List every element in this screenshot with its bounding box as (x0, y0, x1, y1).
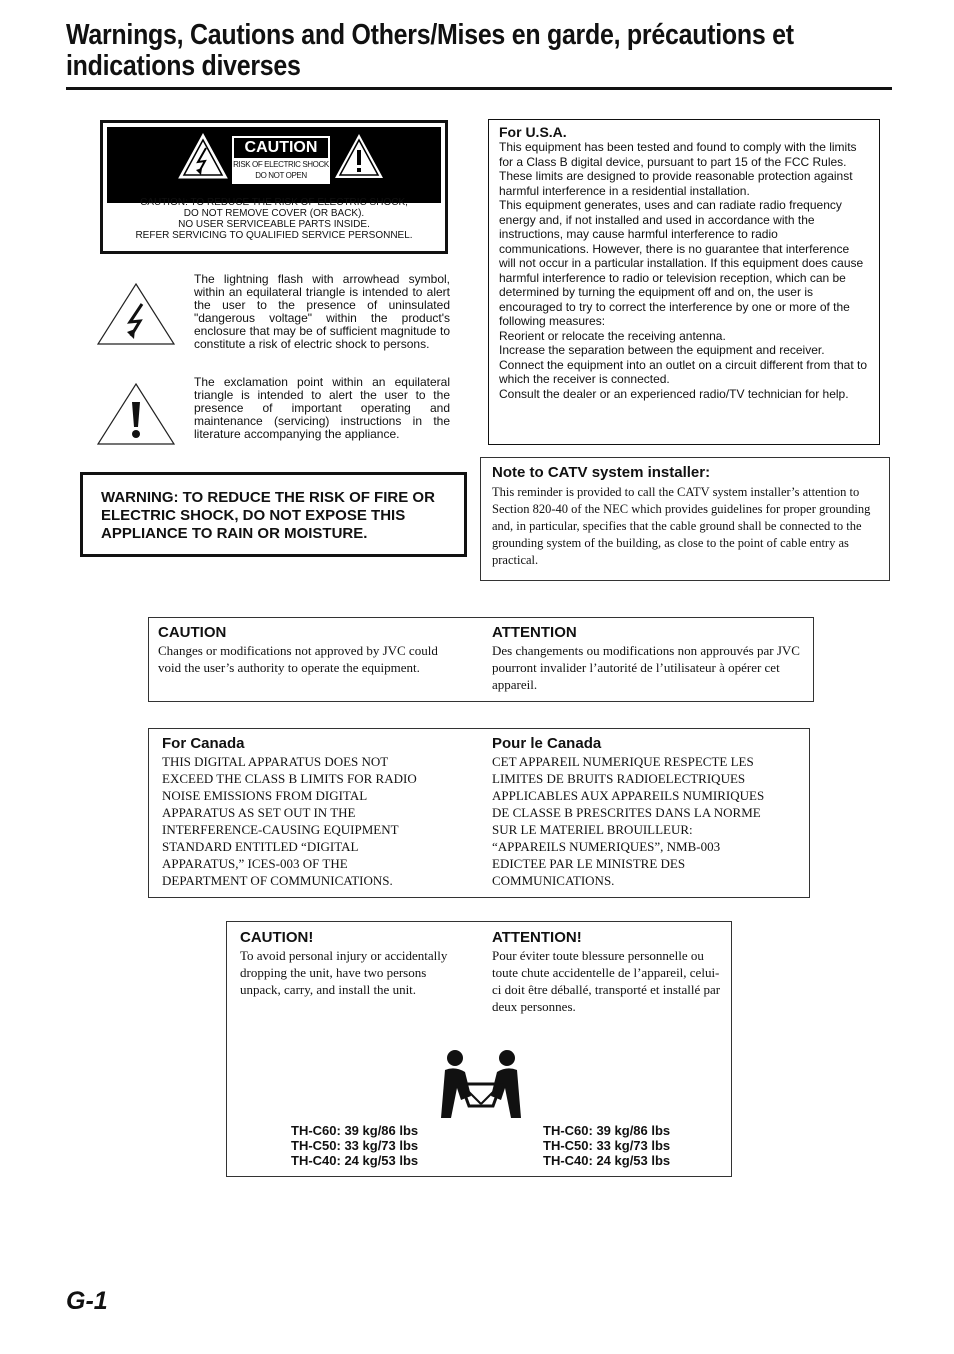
usa-measure: Increase the separation between the equipment and receiver. (499, 343, 825, 357)
warning-box (80, 472, 467, 557)
caution-label-heading: CAUTION (234, 138, 328, 158)
canada-en-line: THIS DIGITAL APPARATUS DOES NOT (162, 754, 389, 769)
two-person-lift-icon (431, 1048, 531, 1120)
weight-line: TH-C50: 33 kg/73 lbs (543, 1138, 671, 1153)
lightning-symbol-icon (96, 282, 176, 346)
catv-heading: Note to CATV system installer: (492, 464, 711, 481)
caution-modifications (148, 617, 814, 702)
lifting-fr-body: Pour éviter toute blessure personnelle ou toute chute accidentelle de l’appareil, celui-ci doit être déballé, transporté et installé par deux personnes. (492, 948, 721, 1014)
usa-paragraph: This equipment has been tested and found to comply with the limits for a Class B digital device, pursuant to part 15 of the FCC Rules. These limits are designed to provide reasonable protection against harmful interference in a residential installation. (499, 140, 857, 198)
caution-label-line2: DO NOT OPEN (255, 171, 307, 180)
usa-measure: Connect the equipment into an outlet on a circuit different from that to which the receiver is connected. (499, 357, 867, 386)
canada-en-line: STANDARD ENTITLED “DIGITAL (162, 839, 359, 854)
weight-line: TH-C60: 39 kg/86 lbs (291, 1123, 419, 1138)
caution-mod-body: Changes or modifications not approved by JVC could void the user’s authority to operate the equipment. (158, 643, 438, 675)
catv-notice (480, 457, 890, 581)
catv-body: This reminder is provided to call the CATV system installer’s attention to Section 820-40 of the NEC which provides guidelines for proper grounding and, in particular, specifies that the cable ground shall be connected to the grounding system of the building, as close to the point of cable entry as practical. (492, 485, 871, 567)
caution-text-line: DO NOT REMOVE COVER (OR BACK). (183, 208, 365, 219)
canada-fr-line: LIMITES DE BRUITS RADIOELECTRIQUES (492, 771, 746, 786)
caution-label-sticker (232, 136, 330, 184)
lifting-fr-heading: ATTENTION! (492, 929, 582, 946)
caution-label-line1: RISK OF ELECTRIC SHOCK (233, 160, 329, 169)
weight-line: TH-C60: 39 kg/86 lbs (543, 1123, 671, 1138)
usa-heading: For U.S.A. (499, 124, 567, 140)
lifting-en-heading: CAUTION! (240, 929, 314, 946)
canada-en-line: DEPARTMENT OF COMMUNICATIONS. (162, 873, 393, 888)
canada-fr-heading: Pour le Canada (492, 735, 602, 752)
canada-en-line: NOISE EMISSIONS FROM DIGITAL (162, 788, 368, 803)
lifting-caution (226, 921, 732, 1177)
usa-measure: Consult the dealer or an experienced radio/TV technician for help. (499, 386, 849, 401)
exclamation-symbol-text: The exclamation point within an equilateral triangle is intended to alert the user to the presence of important operating and maintenance (servicing) instructions in the literature accompanying the appliance. (194, 375, 450, 441)
exclamation-triangle-icon (333, 132, 385, 180)
canada-fr-line: EDICTEE PAR LE MINISTRE DES (492, 856, 686, 871)
weight-line: TH-C40: 24 kg/53 lbs (543, 1153, 671, 1168)
usa-measure: Reorient or relocate the receiving antenna. (499, 328, 726, 343)
canada-fr-line: CET APPAREIL NUMERIQUE RESPECTE LES (492, 754, 754, 769)
canada-en-line: APPARATUS,” ICES-003 OF THE (162, 856, 348, 871)
weight-line: TH-C50: 33 kg/73 lbs (291, 1138, 419, 1153)
caution-mod-heading: CAUTION (158, 624, 227, 641)
attention-mod-heading: ATTENTION (492, 624, 577, 641)
canada-fr-line: APPLICABLES AUX APPAREILS NUMIRIQUES (492, 788, 765, 803)
caution-label-text (107, 197, 441, 241)
usa-notice (488, 119, 880, 445)
title-rule (66, 87, 892, 90)
page-title-line2: indications diverses (66, 50, 301, 82)
lightning-symbol-text: The lightning flash with arrowhead symbol, within an equilateral triangle is intended to alert the user to the presence of uninsulated "dangerous voltage" within the product's enclosure that may be of sufficient magnitude to constitute a risk of electric shock to persons. (194, 272, 450, 351)
caution-text-line: REFER SERVICING TO QUALIFIED SERVICE PERSONNEL. (135, 230, 413, 241)
canada-en-heading: For Canada (162, 735, 245, 752)
page-title (66, 19, 794, 82)
canada-en-line: APPARATUS AS SET OUT IN THE (162, 805, 356, 820)
lightning-triangle-icon (177, 132, 229, 180)
caution-text-line: NO USER SERVICEABLE PARTS INSIDE. (178, 219, 370, 230)
canada-fr-line: DE CLASSE B PRESCRITES DANS LA NORME (492, 805, 761, 820)
canada-notice (148, 728, 810, 898)
canada-fr-line: SUR LE MATERIEL BROUILLEUR: (492, 822, 693, 837)
caution-label-panel (107, 127, 441, 203)
weight-line: TH-C40: 24 kg/53 lbs (291, 1153, 419, 1168)
canada-fr-line: “APPAREILS NUMERIQUES”, NMB-003 (492, 839, 721, 854)
canada-en-line: INTERFERENCE-CAUSING EQUIPMENT (162, 822, 399, 837)
exclamation-symbol-icon (96, 382, 176, 446)
usa-paragraph: This equipment generates, uses and can radiate radio frequency energy and, if not installed and used in accordance with the instructions, may cause harmful interference to radio communications. However, there is no guarantee that interference will not occur in a particular installation. If this equipment does cause harmful interference to radio or television reception, which can be determined by turning the equipment off and on, the user is encouraged to try to correct the interference by one or more of the following measures: (499, 198, 864, 328)
lifting-en-body: To avoid personal injury or accidentally dropping the unit, have two persons unpack, carry, and install the unit. (240, 948, 448, 997)
caution-label (100, 120, 448, 254)
attention-mod-body: Des changements ou modifications non approuvés par JVC pourront invalider l’autorité de l’utilisateur à opérer cet appareil. (492, 643, 800, 692)
canada-fr-line: COMMUNICATIONS. (492, 873, 615, 888)
page-number: G-1 (66, 1287, 108, 1315)
page-title-line1: Warnings, Cautions and Others/Mises en garde, précautions et (66, 19, 794, 51)
caution-text-line: CAUTION: TO REDUCE THE RISK OF ELECTRIC SHOCK, (140, 197, 408, 208)
canada-en-line: EXCEED THE CLASS B LIMITS FOR RADIO (162, 771, 417, 786)
warning-text: WARNING: TO REDUCE THE RISK OF FIRE OR ELECTRIC SHOCK, DO NOT EXPOSE THIS APPLIANCE TO RAIN OR MOISTURE. (101, 489, 435, 542)
